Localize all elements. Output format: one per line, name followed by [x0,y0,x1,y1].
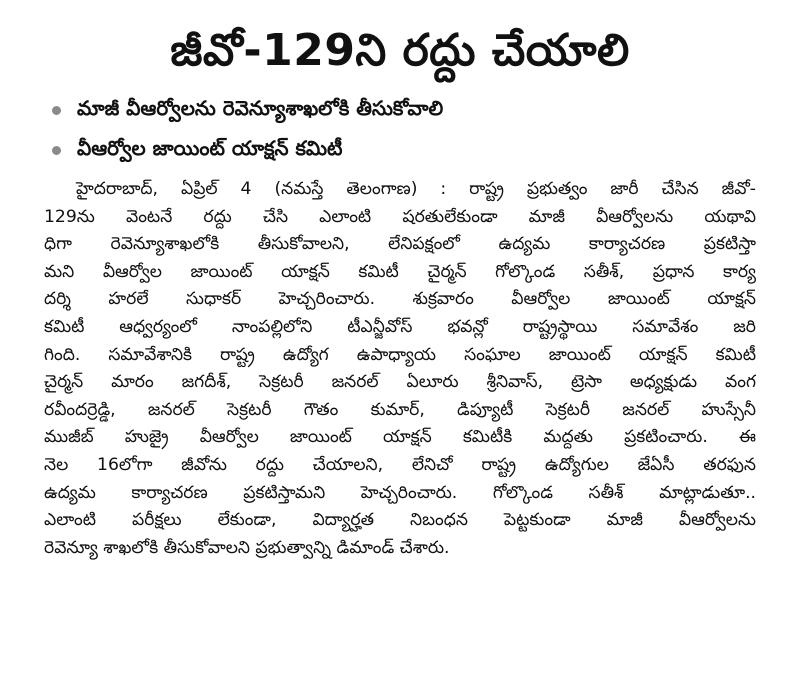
bullet-icon [52,106,61,115]
body-line: ధిగా రెవెన్యూశాఖలోకి తీసుకోవాలని, లేనిపక్షంలో ఉద్యమ కార్యాచరణ ప్రకటిస్తా [44,234,756,255]
body-line: ఉద్యమ కార్యాచరణ ప్రకటిస్తామని హెచ్చరించారు. గోల్కొండ సతీశ్ మాట్లాడుతూ.. [44,482,756,503]
body-line: ముజీబ్ హుజ్రై వీఆర్వోల జాయింట్ యాక్షన్ కమిటీకి మద్దతు ప్రకటించారు. ఈ [44,427,756,448]
article-body [44,176,756,562]
body-line: ఎలాంటి పరీక్షలు లేకుండా, విద్యార్హత నిబంధన పెట్టకుండా మాజీ వీఆర్వోలను [44,510,756,531]
body-line: 129ను వెంటనే రద్దు చేసి ఎలాంటి షరతులేకుండా మాజీ వీఆర్వోలను యథావి [44,206,756,227]
body-line: రవీందర్రెడ్డి, జనరల్ సెక్రటరీ గౌతం కుమార్, డిప్యూటీ సెక్రటరీ జనరల్ హుస్సేనీ [44,399,756,420]
subheading-text: మాజీ వీఆర్వోలను రెవెన్యూశాఖలోకి తీసుకోవాలి [77,95,444,120]
bullet-icon [52,146,61,155]
body-line: మని వీఆర్వోల జాయింట్ యాక్షన్ కమిటీ చైర్మన్ గోల్కొండ సతీశ్, ప్రధాన కార్య [44,261,756,282]
body-line: దర్శి హరలే సుధాకర్ హెచ్చరించారు. శుక్రవారం వీఆర్వోల జాయింట్ యాక్షన్ [44,289,756,310]
body-line: చైర్మన్ మారం జగదీశ్, సెక్రటరీ జనరల్ ఏలూరు శ్రీనివాస్, ట్రెసా అధ్యక్షుడు వంగ [44,372,756,393]
body-line: నెల 16లోగా జీవోను రద్దు చేయాలని, లేనిచో రాష్ట్ర ఉద్యోగుల జేఏసీ తరఫున [44,454,756,475]
subheading-item [44,130,756,170]
body-line: కమిటీ ఆధ్వర్యంలో నాంపల్లిలోని టీఎన్జీవోస్ భవన్లో రాష్ట్రస్థాయి సమావేశం జరి [44,316,756,337]
body-line: రెవెన్యూ శాఖలోకి తీసుకోవాలని ప్రభుత్వాన్ని డిమాండ్ చేశారు. [44,537,450,558]
subheading-text: వీఆర్వోల జాయింట్ యాక్షన్ కమిటీ [77,135,343,160]
subheading-item [44,90,756,130]
body-line: హైదరాబాద్, ఏప్రిల్ 4 (నమస్తే తెలంగాణ) : రాష్ట్ర ప్రభుత్వం జారీ చేసిన జీవో- [76,179,756,199]
subheading-list [44,90,756,170]
article-headline: జీవో-129ని రద్దు చేయాలి [170,25,630,76]
body-line: గింది. సమావేశానికి రాష్ట్ర ఉద్యోగ ఉపాధ్యాయ సంఘాల జాయింట్ యాక్షన్ కమిటీ [44,344,756,365]
